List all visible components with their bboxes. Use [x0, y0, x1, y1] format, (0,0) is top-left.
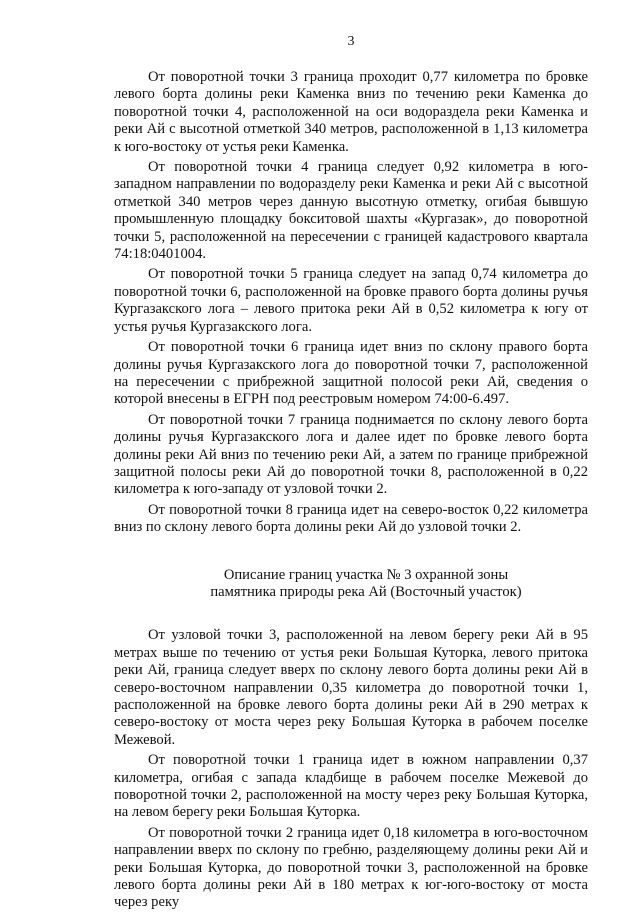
section-title-line-2: памятника природы река Ай (Восточный участок) — [210, 583, 522, 600]
section-title-line-1: Описание границ участка № 3 охранной зоны — [223, 566, 509, 583]
page-number: 3 — [347, 34, 355, 49]
paragraph-point-5: От поворотной точки 5 граница следует на запад 0,74 километра до поворотной точки 6, расположенной на бровке правого борта долины ручья Кургазакского лога – левого притока реки Ай в 0,52 километра к югу от устья ручья Кургазакского лога. — [114, 266, 588, 335]
paragraph-point-1: От поворотной точки 1 граница идет в южном направлении 0,37 километра, огибая с запада кладбище в рабочем поселке Межевой до поворотной точки 2, расположенной на мосту через реку Большая Куторка, на левом берегу реки Большая Куторка. — [114, 752, 588, 821]
paragraph-node-3: От узловой точки 3, расположенной на левом берегу реки Ай в 95 метрах выше по течению от устья реки Большая Куторка, левого притока реки Ай, граница следует вверх по склону левого борта долины реки Ай в северо-восточном направлении 0,35 километра до поворотной точки 1, расположенной на бровке левого борта долины реки Ай в 290 метрах к северо-востоку от моста через реку Большая Куторка в рабочем поселке Межевой. — [114, 627, 588, 748]
paragraph-point-6: От поворотной точки 6 граница идет вниз по склону правого борта долины ручья Кургазакского лога до поворотной точки 7, расположенной на пересечении с прибрежной защитной полосой реки Ай, сведения о которой внесены в ЕГРН под реестровым номером 74:00-6.497. — [114, 339, 588, 408]
paragraph-point-8: От поворотной точки 8 граница идет на северо-восток 0,22 километра вниз по склону левого борта долины реки Ай до узловой точки 2. — [114, 501, 588, 536]
paragraph-point-7: От поворотной точки 7 граница поднимается по склону левого борта долины ручья Кургазакского лога и далее идет по бровке левого борта долины реки Ай вниз по течению реки Ай, а затем по границе прибрежной защитной полосы реки Ай до поворотной точки 8, расположенной в 0,22 километра к юго-западу от узловой точки 2. — [114, 411, 588, 498]
paragraph-point-4: От поворотной точки 4 граница следует 0,92 километра в юго-западном направлении по водоразделу реки Каменка и реки Ай с высотной отметкой 340 метров через данную высотную отметку, огибая бывшую промышленную площадку бокситовой шахты «Кургазак», до поворотной точки 5, расположенной на пересечении с границей кадастрового квартала 74:18:0401004. — [114, 159, 588, 263]
paragraph-point-3: От поворотной точки 3 граница проходит 0,77 километра по бровке левого борта долины реки Каменка вниз по течению реки Каменка до поворотной точки 4, расположенной на оси водораздела реки Каменка и реки Ай с высотной отметкой 340 метров, расположенной в 1,13 километра к юго-востоку от устья реки Каменка. — [114, 69, 588, 155]
section-title — [114, 567, 588, 602]
paragraph-point-2: От поворотной точки 2 граница идет 0,18 километра в юго-восточном направлении вверх по склону по гребню, разделяющему долины реки Ай и реки Большая Куторка, до поворотной точки 3, расположенной на бровке левого борта долины реки Ай в 180 метрах к юг-юго-востоку от моста через реку — [114, 824, 588, 911]
